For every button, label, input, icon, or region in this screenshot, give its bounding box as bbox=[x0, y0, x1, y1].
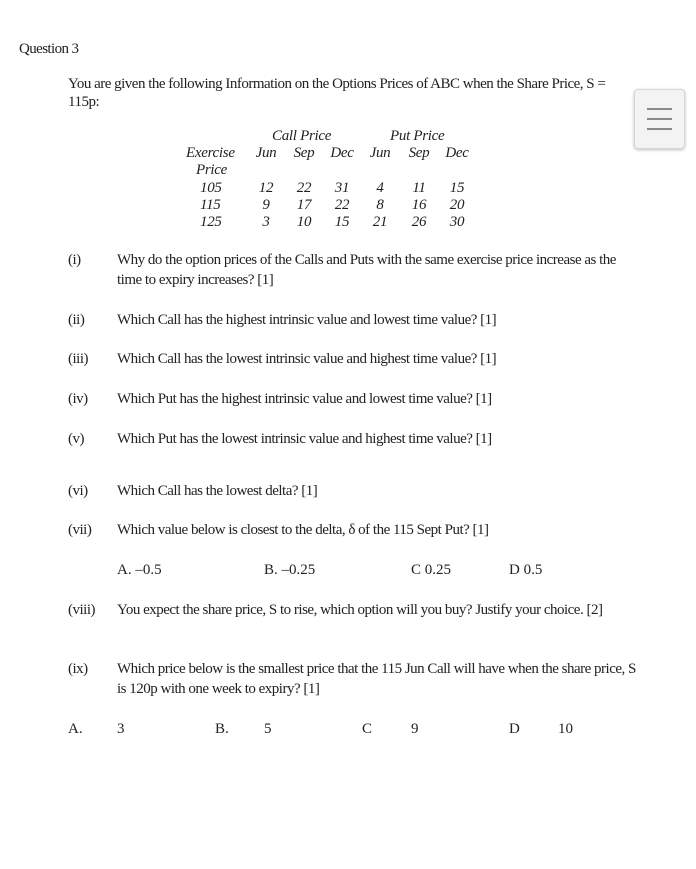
question-number: (iii) bbox=[68, 351, 88, 367]
hamburger-menu-icon bbox=[647, 108, 672, 110]
month-header: Dec bbox=[445, 145, 469, 161]
table-cell: 3 bbox=[262, 214, 270, 230]
table-cell: 15 bbox=[449, 180, 465, 196]
table-cell: 26 bbox=[411, 214, 427, 230]
question-text: Why do the option prices of the Calls and Puts with the same exercise price increase as the time to expiry increases? [1] bbox=[117, 252, 616, 288]
answer-option-value: 9 bbox=[411, 721, 419, 737]
month-header: Sep bbox=[408, 145, 430, 161]
answer-option-letter: A. bbox=[68, 721, 83, 737]
question-number: (i) bbox=[68, 252, 81, 268]
question-number: (ii) bbox=[68, 312, 85, 328]
table-cell: 16 bbox=[411, 197, 427, 213]
question-text: Which Put has the highest intrinsic value and lowest time value? [1] bbox=[117, 391, 492, 407]
table-cell: 20 bbox=[449, 197, 465, 213]
question-number: (v) bbox=[68, 431, 84, 447]
table-cell: 10 bbox=[296, 214, 312, 230]
month-header: Sep bbox=[293, 145, 315, 161]
answer-option-value: 5 bbox=[264, 721, 272, 737]
question-title: Question 3 bbox=[19, 41, 79, 57]
table-cell: 22 bbox=[334, 197, 350, 213]
table-cell: 30 bbox=[449, 214, 465, 230]
answer-option: B. –0.25 bbox=[264, 562, 316, 578]
question-number: (ix) bbox=[68, 661, 88, 677]
put-price-header: Put Price bbox=[390, 128, 445, 144]
table-cell: 8 bbox=[376, 197, 384, 213]
exercise-price-cell: 115 bbox=[200, 197, 221, 213]
question-text: Which price below is the smallest price that the 115 Jun Call will have when the share price, S is 120p with one week to expiry? [1] bbox=[117, 661, 636, 697]
month-header: Jun bbox=[369, 145, 391, 161]
table-cell: 11 bbox=[412, 180, 426, 196]
options-price-table bbox=[0, 128, 696, 238]
question-number: (vii) bbox=[68, 522, 92, 538]
table-cell: 12 bbox=[258, 180, 274, 196]
price-header: Price bbox=[196, 162, 227, 178]
month-header: Dec bbox=[330, 145, 354, 161]
table-cell: 22 bbox=[296, 180, 312, 196]
question-number: (iv) bbox=[68, 391, 88, 407]
table-cell: 31 bbox=[334, 180, 350, 196]
answer-option-letter: D bbox=[509, 721, 520, 737]
call-price-header: Call Price bbox=[272, 128, 332, 144]
question-number: (vi) bbox=[68, 483, 88, 499]
answer-option: A. –0.5 bbox=[117, 562, 162, 578]
table-cell: 17 bbox=[296, 197, 312, 213]
question-text: You expect the share price, S to rise, which option will you buy? Justify your choice. [2] bbox=[117, 602, 603, 618]
answer-option-value: 10 bbox=[558, 721, 573, 737]
question-text: Which Call has the highest intrinsic value and lowest time value? [1] bbox=[117, 312, 497, 328]
question-text: Which value below is closest to the delta, δ of the 115 Sept Put? [1] bbox=[117, 522, 489, 538]
exercise-price-cell: 125 bbox=[200, 214, 222, 230]
question-text: Which Put has the lowest intrinsic value and highest time value? [1] bbox=[117, 431, 492, 447]
question-text: Which Call has the lowest delta? [1] bbox=[117, 483, 318, 499]
answer-option: C 0.25 bbox=[411, 562, 452, 578]
table-cell: 15 bbox=[334, 214, 350, 230]
answer-option-letter: C bbox=[362, 721, 373, 737]
exercise-price-cell: 105 bbox=[200, 180, 222, 196]
exercise-header: Exercise bbox=[186, 145, 235, 161]
month-header: Jun bbox=[255, 145, 277, 161]
answer-option: D 0.5 bbox=[509, 562, 543, 578]
hamburger-menu-icon-bar bbox=[647, 118, 672, 120]
table-cell: 21 bbox=[372, 214, 388, 230]
answer-option-value: 3 bbox=[117, 721, 125, 737]
question-text: Which Call has the lowest intrinsic value and highest time value? [1] bbox=[117, 351, 497, 367]
answer-option-letter: B. bbox=[215, 721, 229, 737]
table-cell: 4 bbox=[376, 180, 384, 196]
table-cell: 9 bbox=[262, 197, 270, 213]
question-number: (viii) bbox=[68, 602, 95, 618]
intro-text: You are given the following Information on the Options Prices of ABC when the Share Price, S = 115p: bbox=[68, 76, 606, 110]
